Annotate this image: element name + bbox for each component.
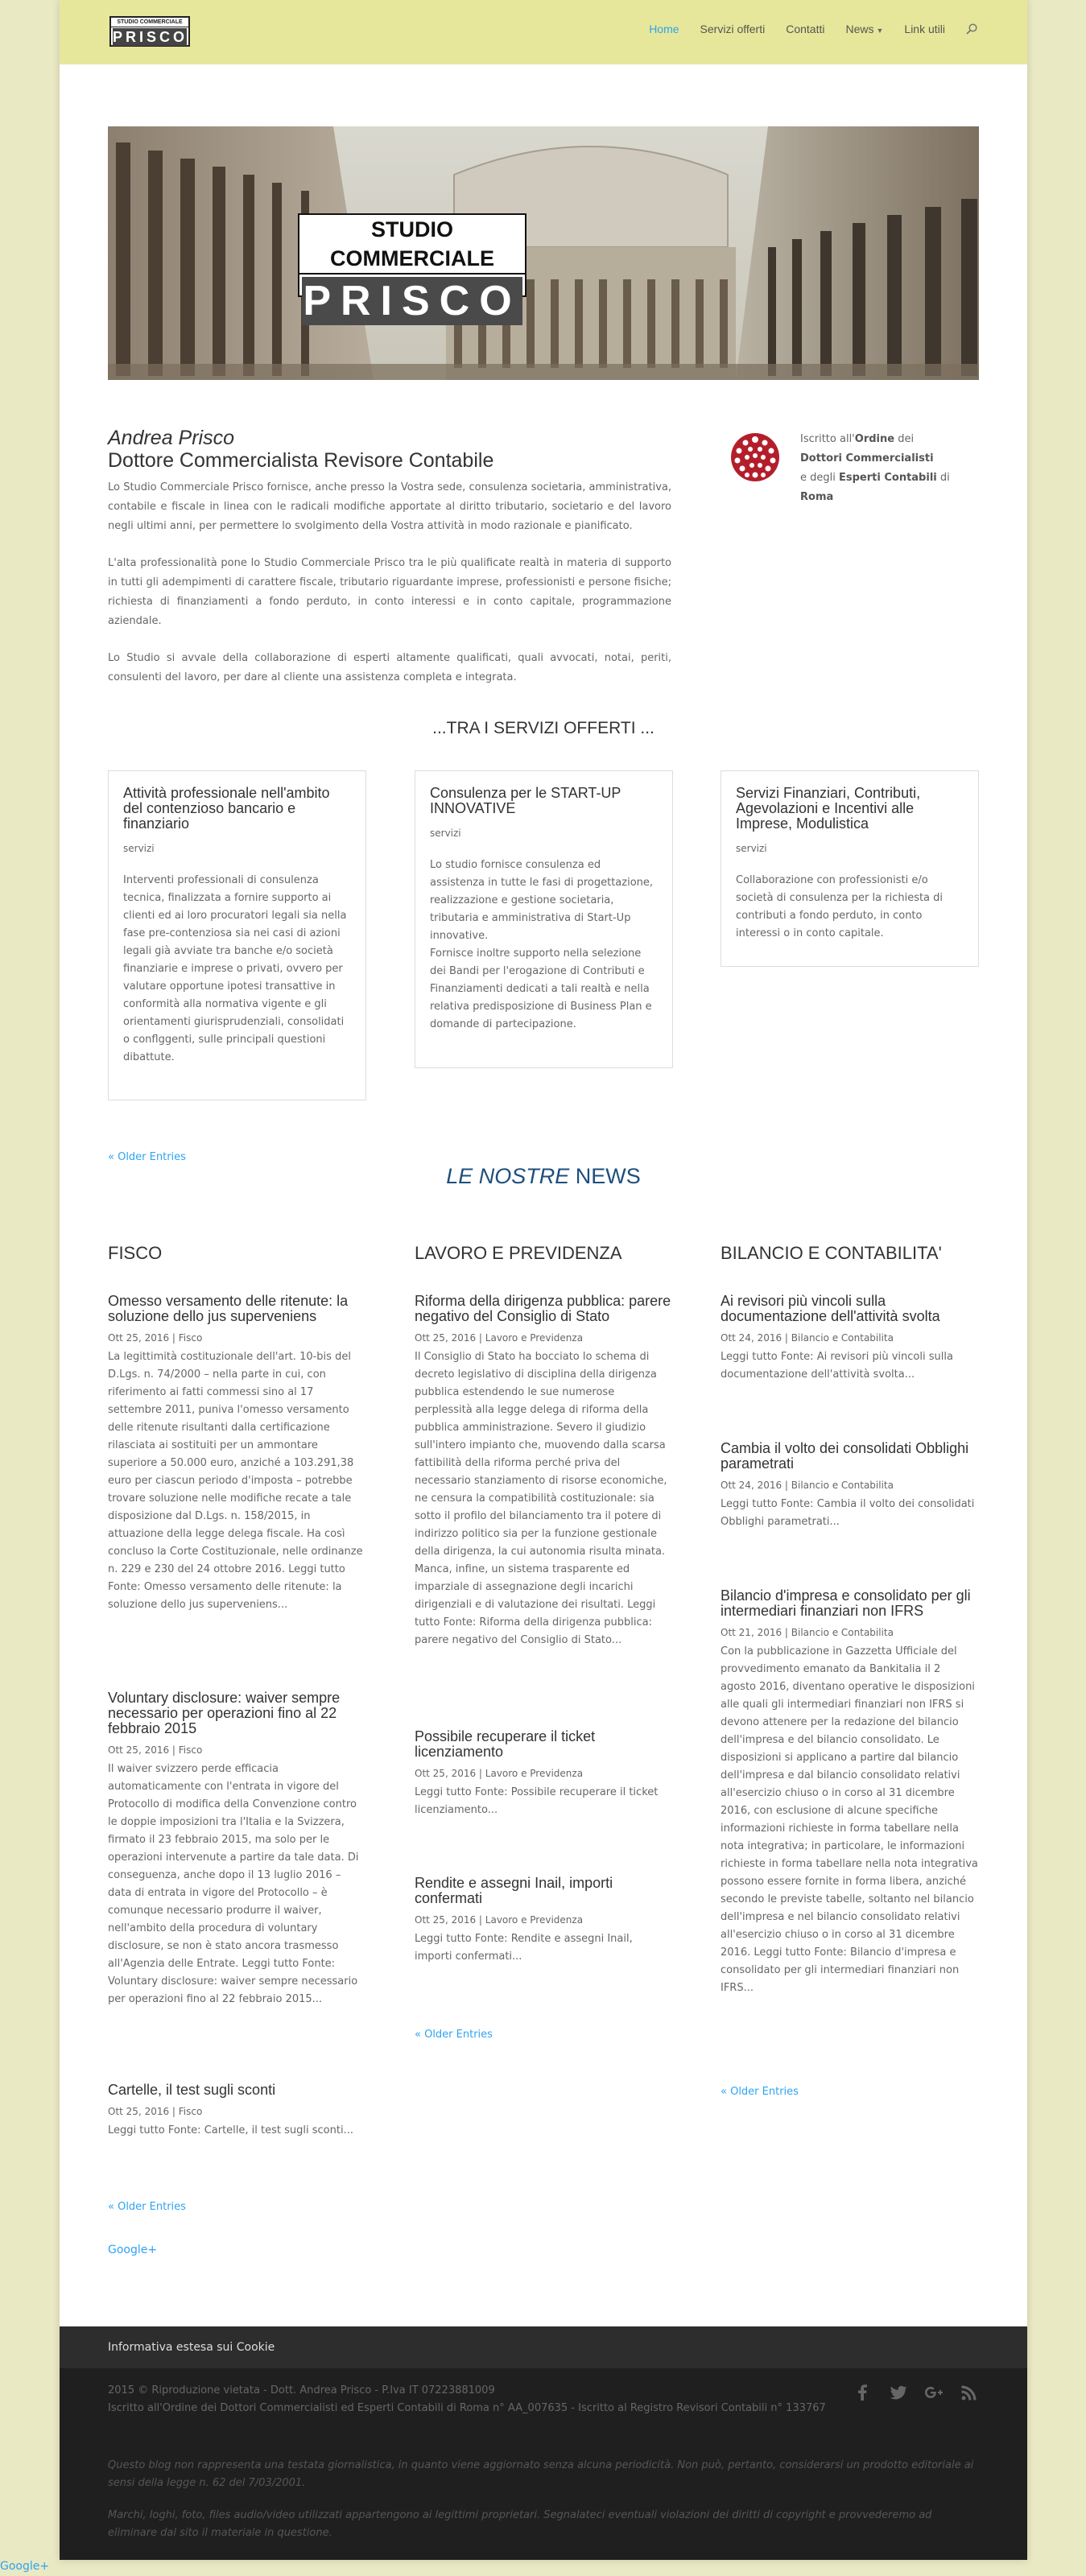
news-post (721, 1588, 978, 1997)
news-post (108, 2083, 365, 2140)
service-text: Collaborazione con professionisti e/o società di consulenza per la richiesta di contributi a fondo perduto, in conto interessi o in conto capitale. (736, 874, 944, 939)
footer-copyright-line: 2015 © Riproduzione vietata - Dott. Andrea Prisco - P.Iva IT 07223881009 (108, 2384, 495, 2396)
google-plus-link[interactable]: Google+ (108, 2244, 158, 2256)
hero-logo-top-text: STUDIO COMMERCIALE (299, 215, 525, 275)
post-excerpt: La legittimità costituzionale dell'art. 10-bis del D.Lgs. n. 74/2000 – nella parte in cui, con riferimento ai fatti commessi sino al 17 settembre 2011, puniva l'omesso versamento delle ritenute risultanti dalla certificazione rilasciata ai sostituiti per un ammontare superiore a 50.000 euro, anziché a 103.291,38 euro per ciascun periodo d'imposta – potrebbe trovare soluzione nelle modifiche recate a tale disposizione dal D.Lgs. n. 158/2015, in attuazione della legge delega fiscale. Ha così concluso la Corte Costituzionale, nelle ordinanze n. 229 e 230 del 24 ottobre 2016. Leggi tutto Fonte: Omesso versamento delle ritenute: la soluzione dello jus superveniens... (108, 1351, 363, 1611)
page-container (60, 0, 1027, 2560)
post-title[interactable]: Riforma della dirigenza pubblica: parere negativo del Consiglio di Stato (415, 1293, 671, 1324)
service-title[interactable]: Consulenza per le START-UP INNOVATIVE (430, 785, 621, 816)
footer-registration-line: Iscritto all'Ordine dei Dottori Commercialisti ed Esperti Contabili di Roma n° AA_007635 - Iscritto al Registro Revisori Contabili n° 133767 (108, 2402, 826, 2414)
intro-paragraph: Lo Studio Commerciale Prisco fornisce, anche presso la Vostra sede, consulenza societaria, amministrativa, contabile e fiscale in linea con le radicali modifiche apportate al diritto tributario, societario e del lavoro negli ultimi anni, per permettere lo svolgimento della Vostra attività in modo razionale e pianificato. (108, 481, 671, 532)
order-text-part: di (936, 472, 950, 484)
post-meta: Ott 24, 2016 | Bilancio e Contabilita (721, 1332, 894, 1344)
order-text (800, 430, 984, 507)
post-excerpt: Con la pubblicazione in Gazzetta Ufficiale del provvedimento emanato da Bankitalia il 2 agosto 2016, diventano operative le disposizioni alle quali gli intermediari finanziari non IFRS si devono attenere per la redazione del bilancio dell'impresa e del bilancio consolidato. Le disposizioni si applicano a partire dal bilancio dell'impresa e dal bilancio consolidato relativi all'esercizio chiuso o in corso al 31 dicembre 2016, con esclusione di alcune specifiche informazioni richieste in forma tabellare nella nota integrativa; in particolare, le informazioni richieste in forma tabellare nella nota integrativa possono essere fornite in forma libera, anziché secondo le previste tabelle, soltanto nel bilancio dell'impresa e nel bilancio consolidato relativi all'esercizio chiuso o in corso al 31 dicembre 2016. Leggi tutto Fonte: Bilancio d'impresa e consolidato per gli intermediari finanziari non IFRS... (721, 1645, 978, 1994)
service-card[interactable] (721, 770, 979, 967)
person-title: Dottore Commercialista Revisore Contabile (108, 449, 494, 472)
rss-icon[interactable] (960, 2383, 979, 2402)
footer-copyright (108, 2382, 826, 2417)
intro-paragraph: L'alta professionalità pone lo Studio Commerciale Prisco tra le più qualificate realtà in materia di supporto in tutti gli adempimenti di carattere fiscale, tributario riguardante imprese, professionisti e persone fisiche; richiesta di finanziamenti a fondo perduto, in conto interessi e in conto capitale, programmazione aziendale. (108, 557, 671, 627)
disclaimer-paragraph: Questo blog non rappresenta una testata giornalistica, in quanto viene aggiornato senza alcuna periodicità. Non può, pertanto, considerarsi un prodotto editoriale ai sensi della legge n. 62 del 7/03/2001. (108, 2459, 974, 2489)
service-card[interactable] (415, 770, 673, 1068)
facebook-icon[interactable] (853, 2383, 873, 2402)
google-plus-page-link[interactable]: Google+ (0, 2560, 50, 2573)
order-text-part: Iscritto all' (800, 433, 855, 445)
hero-building-image (108, 126, 979, 380)
post-meta: Ott 25, 2016 | Lavoro e Previdenza (415, 1768, 584, 1779)
post-meta: Ott 21, 2016 | Bilancio e Contabilita (721, 1627, 894, 1638)
intro-section (108, 427, 671, 705)
nav-news-label[interactable]: News (845, 23, 874, 35)
lavoro-older-entries-link[interactable]: « Older Entries (415, 2029, 493, 2041)
order-line-1 (800, 430, 984, 449)
service-title[interactable]: Servizi Finanziari, Contributi, Agevolazioni e Incentivi alle Imprese, Modulistica (736, 785, 921, 832)
post-title[interactable]: Rendite e assegni Inail, importi confermati (415, 1875, 613, 1906)
fisco-older-entries-link[interactable]: « Older Entries (108, 2201, 186, 2213)
bilancio-older-entries-link[interactable]: « Older Entries (721, 2086, 799, 2098)
site-header (60, 0, 1027, 64)
order-text-part: e degli (800, 472, 839, 484)
post-excerpt: Il waiver svizzero perde efficacia automaticamente con l'entrata in vigore del Protocollo di modifica della Convenzione contro le doppie imposizioni tra l'Italia e la Svizzera, firmato il 23 febbraio 2015, ma solo per le operazioni intervenute a partire da tale data. Di conseguenza, anche dopo il 13 luglio 2016 – data di entrata in vigore del Protocollo – è comunque necessario produrre il waiver, nell'ambito della procedura di voluntary disclosure, se non è stato ancora trasmesso all'Agenzia delle Entrate. Leggi tutto Fonte: Voluntary disclosure: waiver sempre necessario per operazioni fino al 22 febbraio 2015... (108, 1763, 359, 2005)
order-text-bold: Roma (800, 491, 834, 503)
site-logo[interactable] (109, 16, 190, 47)
hero-banner (108, 126, 979, 380)
post-meta: Ott 24, 2016 | Bilancio e Contabilita (721, 1480, 894, 1491)
footer-top-bar (60, 2326, 1027, 2368)
twitter-icon[interactable] (889, 2383, 908, 2402)
nav-servizi-offerti[interactable]: Servizi offerti (700, 23, 766, 35)
service-text: Interventi professionali di consulenza tecnica, finalizzata a fornire supporto ai clienti ed ai loro procuratori legali sia nella fase pre-contenziosa sia nei casi di azioni legali già avviate tra banche e/o società finanziarie e imprese o privati, ovvero per valutare opportune ipotesi transattive in conformità alla normativa vigente e gli orientamenti giurisprudenziali, consolidati o conflggenti, sulle principali questioni dibattute. (123, 874, 347, 1063)
service-title[interactable]: Attività professionale nell'ambito del contenzioso bancario e finanziario (123, 785, 330, 832)
services-older-entries-link[interactable]: « Older Entries (108, 1151, 186, 1163)
main-nav (649, 23, 977, 35)
post-excerpt: Leggi tutto Fonte: Cambia il volto dei consolidati Obblighi parametrati... (721, 1498, 975, 1528)
order-line-2 (800, 449, 984, 469)
post-meta: Ott 25, 2016 | Lavoro e Previdenza (415, 1332, 584, 1344)
social-links (853, 2383, 979, 2402)
post-title[interactable]: Cambia il volto dei consolidati Obblighi parametrati (721, 1440, 969, 1472)
nav-home[interactable]: Home (649, 23, 679, 35)
news-column-title-bilancio: BILANCIO E CONTABILITA' (721, 1243, 942, 1263)
service-category[interactable]: servizi (123, 843, 155, 854)
news-post (415, 1729, 672, 1819)
cookie-policy-link[interactable]: Informativa estesa sui Cookie (108, 2341, 275, 2354)
hero-logo (298, 213, 526, 324)
order-text-bold: Ordine (854, 433, 895, 445)
news-post (415, 1876, 672, 1966)
post-excerpt: Leggi tutto Fonte: Ai revisori più vincoli sulla documentazione dell'attività svolta... (721, 1351, 953, 1381)
post-title[interactable]: Voluntary disclosure: waiver sempre necessario per operazioni fino al 22 febbraio 2015 (108, 1690, 341, 1736)
post-excerpt: Leggi tutto Fonte: Possibile recuperare il ticket licenziamento... (415, 1786, 659, 1816)
news-post (721, 1294, 978, 1384)
post-title[interactable]: Cartelle, il test sugli sconti (108, 2082, 276, 2098)
order-text-part: dei (894, 433, 915, 445)
post-title[interactable]: Possibile recuperare il ticket licenziamento (415, 1728, 596, 1760)
order-emblem-icon (726, 428, 784, 486)
google-plus-icon[interactable] (924, 2383, 944, 2402)
service-text: Lo studio fornisce consulenza ed assistenza in tutte le fasi di progettazione, realizzazione e gestione societaria, tributaria e amministrativa di Start-Up innovative. (430, 859, 654, 942)
post-excerpt: Leggi tutto Fonte: Rendite e assegni Inail, importi confermati... (415, 1933, 633, 1963)
news-section-title (60, 1164, 1027, 1189)
search-icon[interactable] (966, 23, 977, 35)
post-meta: Ott 25, 2016 | Lavoro e Previdenza (415, 1914, 584, 1926)
service-category[interactable]: servizi (736, 843, 767, 854)
news-column-title-lavoro: LAVORO E PREVIDENZA (415, 1243, 622, 1263)
order-text-bold: Esperti Contabili (839, 472, 937, 484)
disclaimer-paragraph: Marchi, loghi, foto, files audio/video utilizzati appartengono ai legittimi proprietari. Segnalateci eventuali violazioni dei diritti di copyright e provvederemo ad eliminare dal sito il materiale in questione. (108, 2509, 932, 2539)
news-post (415, 1294, 672, 1649)
services-title: ...TRA I SERVIZI OFFERTI ... (432, 719, 654, 737)
post-meta: Ott 25, 2016 | Fisco (108, 1744, 203, 1756)
post-excerpt: Il Consiglio di Stato ha bocciato lo schema di decreto legislativo di disciplina della dirigenza pubblica estendendo le sue numerose perplessità alla legge delega di riforma della pubblica amministrazione. Severo il giudizio sull'intero impianto che, muovendo dalla scarsa fattibilità della riforma perché priva del necessario stanziamento di risorse economiche, ne censura la compatibilità costituzionale: sia sotto il profilo del bilanciamento tra il potere di indirizzo politico sia per la funzione gestionale della dirigenza, la cui autonomia risulta minata. Manca, infine, un sistema trasparente ed imparziale di assegnazione degli incarichi dirigenziali e di valutazione dei risultati. Leggi tutto Fonte: Riforma della dirigenza pubblica: parere negativo del Consiglio di Stato... (415, 1351, 667, 1646)
news-title-italic: LE NOSTRE (446, 1164, 570, 1188)
footer-disclaimer (108, 2457, 979, 2557)
post-title[interactable]: Omesso versamento delle ritenute: la soluzione dello jus superveniens (108, 1293, 349, 1324)
nav-news[interactable] (845, 23, 883, 35)
person-name: Andrea Prisco (108, 427, 235, 449)
footer-bottom (60, 2368, 1027, 2560)
hero-logo-main-text: PRISCO (303, 278, 522, 324)
order-text-bold: Dottori Commercialisti (800, 452, 934, 464)
news-title-rest: NEWS (569, 1164, 641, 1188)
service-category[interactable]: servizi (430, 828, 461, 839)
post-title[interactable]: Ai revisori più vincoli sulla documentazione dell'attività svolta (721, 1293, 940, 1324)
logo-top-text: STUDIO COMMERCIALE (111, 18, 188, 27)
post-excerpt: Leggi tutto Fonte: Cartelle, il test sugli sconti... (108, 2124, 353, 2136)
order-line-3 (800, 469, 984, 507)
post-title[interactable]: Bilancio d'impresa e consolidato per gli intermediari finanziari non IFRS (721, 1587, 971, 1619)
post-meta: Ott 25, 2016 | Fisco (108, 2106, 203, 2117)
news-post (721, 1441, 978, 1531)
news-post (108, 1690, 365, 2008)
logo-main-text: PRISCO (113, 29, 188, 45)
post-meta: Ott 25, 2016 | Fisco (108, 1332, 203, 1344)
nav-link-utili[interactable]: Link utili (904, 23, 945, 35)
news-column-title-fisco: FISCO (108, 1243, 163, 1263)
intro-paragraph: Lo Studio si avvale della collaborazione di esperti altamente qualificati, quali avvocati, notai, periti, consulenti del lavoro, per dare al cliente una assistenza completa e integrata. (108, 652, 671, 683)
chevron-down-icon: ▼ (876, 27, 884, 35)
service-card[interactable] (108, 770, 366, 1100)
service-text: Fornisce inoltre supporto nella selezione dei Bandi per l'erogazione di Contributi e Finanziamenti dedicati a tali realtà e nella relativa predisposizione di Business Plan e domande di partecipazione. (430, 947, 652, 1030)
news-post (108, 1294, 365, 1614)
nav-contatti[interactable]: Contatti (786, 23, 825, 35)
